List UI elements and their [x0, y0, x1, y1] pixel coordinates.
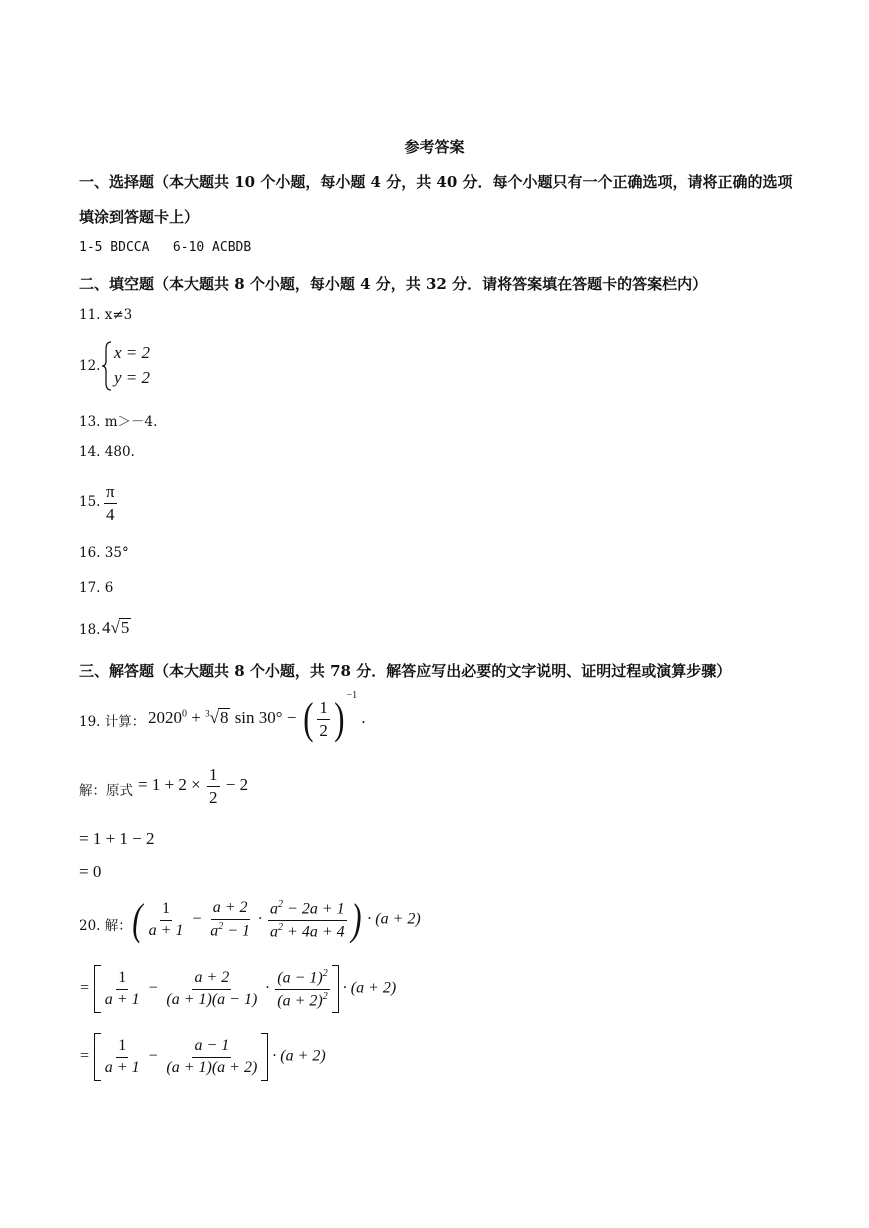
question-19-step2: = 1 + 1 − 2 — [79, 829, 155, 848]
answer-12-eq1: x = 2 — [114, 343, 151, 362]
question-19-expression: $2020^0 + ^3√8$ sin 30° − ( $\frac{1}{2}$ ) $^{-1}$ . — [148, 690, 366, 743]
fraction-numerator: π — [104, 482, 117, 504]
radical-sign-icon: √ — [110, 618, 120, 637]
answer-12-eq2: y = 2 — [114, 368, 151, 387]
answer-14: 14. 480. — [79, 444, 135, 460]
page-title: 参考答案 — [404, 138, 465, 156]
section1-heading-line2: 填涂到答题卡上） — [79, 208, 200, 226]
question-19-solution-label: 解：原式 — [79, 783, 133, 799]
section3-heading: 三、解答题（本大题共 8 个小题，共 78 分．解答应写出必要的文字说明、证明过程或演算步骤） — [79, 662, 732, 680]
brace-icon — [101, 341, 113, 391]
section2-heading: 二、填空题（本大题共 8 个小题，每小题 4 分，共 32 分．请将答案填在答题卡的答案栏内） — [79, 275, 708, 293]
fraction-denominator: 4 — [106, 504, 115, 524]
answer-11: 11. x≠3 — [79, 307, 133, 323]
answer-15-label: 15. — [79, 494, 101, 510]
radicand: 5 — [120, 618, 130, 637]
answer-18-label: 18. — [79, 622, 101, 638]
question-20-step1: = $\frac{1}{a + 1}$ − $\frac{a + 2}{(a + 1)(a - 1)}$ · $\frac{(a - 1)^2}{(a + 2)^2}$ · (a + 2) — [79, 965, 396, 1013]
question-20-label: 20. 解： — [79, 918, 132, 934]
answer-15-fraction — [102, 482, 119, 524]
question-20-expression: ( $\frac{1}{a + 1}$ − $\frac{a + 2}{a^2 - 1}$ · $\frac{a^2 - 2a + 1}{a^2 + 4a + 4}$ ) · (a + 2) — [132, 895, 421, 944]
answer-16: 16. 35° — [79, 545, 129, 561]
answer-13: 13. m＞－4. — [79, 414, 158, 430]
answer-12-label: 12. — [79, 358, 101, 374]
question-19-step1: = 1 + 2 × $\frac{1}{2}$ − 2 — [138, 765, 249, 807]
radical-coefficient: 4 — [102, 618, 111, 637]
question-19-label: 19. 计算： — [79, 714, 146, 730]
answer-18-expression — [102, 618, 131, 638]
section1-heading-line1: 一、选择题（本大题共 10 个小题，每小题 4 分，共 40 分．每个小题只有一个正确选项，请将正确的选项 — [79, 173, 793, 191]
answer-17: 17. 6 — [79, 580, 114, 596]
question-20-step2: = $\frac{1}{a + 1}$ − $\frac{a - 1}{(a + 1)(a + 2)}$ · (a + 2) — [79, 1033, 326, 1081]
question-19-step3: = 0 — [79, 862, 102, 881]
section1-answers: 1-5 BDCCA 6-10 ACBDB — [79, 240, 252, 255]
